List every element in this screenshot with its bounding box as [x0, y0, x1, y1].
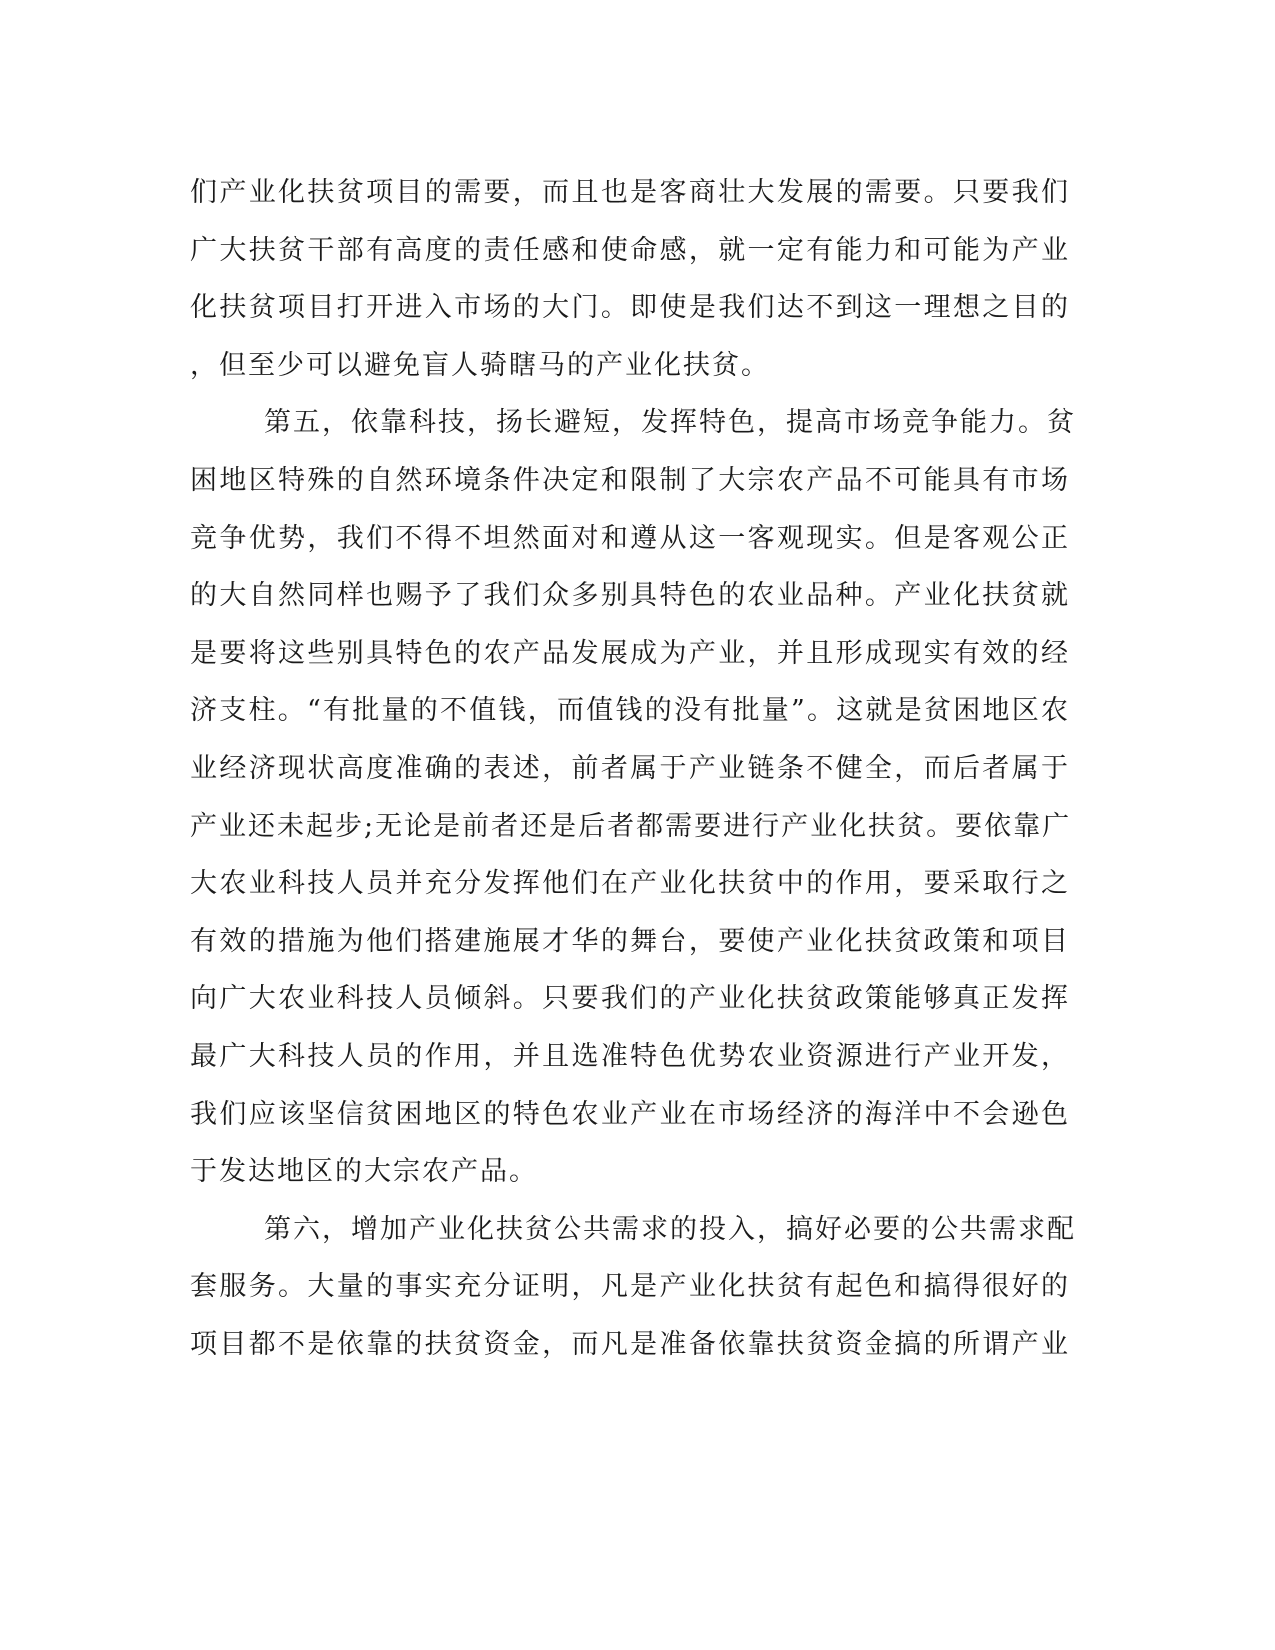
text-line: 大农业科技人员并充分发挥他们在产业化扶贫中的作用，要采取行之: [190, 868, 1070, 900]
text-line: ，但至少可以避免盲人骑瞎马的产业化扶贫。: [190, 349, 770, 381]
text-line: 于发达地区的大宗农产品。: [190, 1156, 538, 1188]
text-line: 第六，增加产业化扶贫公共需求的投入，搞好必要的公共需求配: [264, 1213, 1076, 1245]
text-line: 产业还未起步;无论是前者还是后者都需要进行产业化扶贫。要依靠广: [190, 810, 1072, 842]
text-line: 第五，依靠科技，扬长避短，发挥特色，提高市场竞争能力。贫: [264, 407, 1076, 439]
text-line: 的大自然同样也赐予了我们众多别具特色的农业品种。产业化扶贫就: [190, 580, 1070, 612]
text-line: 向广大农业科技人员倾斜。只要我们的产业化扶贫政策能够真正发挥: [190, 983, 1070, 1015]
text-line: 我们应该坚信贫困地区的特色农业产业在市场经济的海洋中不会逊色: [190, 1098, 1070, 1130]
text-line: 是要将这些别具特色的农产品发展成为产业，并且形成现实有效的经: [190, 637, 1070, 669]
text-line: 项目都不是依靠的扶贫资金，而凡是准备依靠扶贫资金搞的所谓产业: [190, 1328, 1070, 1360]
text-line: 们产业化扶贫项目的需要，而且也是客商壮大发展的需要。只要我们: [190, 177, 1070, 208]
text-line: 困地区特殊的自然环境条件决定和限制了大宗农产品不可能具有市场: [190, 464, 1070, 496]
text-line: 最广大科技人员的作用，并且选准特色优势农业资源进行产业开发，: [190, 1040, 1070, 1072]
text-line: 套服务。大量的事实充分证明，凡是产业化扶贫有起色和搞得很好的: [190, 1271, 1070, 1303]
body-text: [190, 164, 1076, 1373]
text-line: 广大扶贫干部有高度的责任感和使命感，就一定有能力和可能为产业: [190, 234, 1070, 266]
text-line: 竞争优势，我们不得不坦然面对和遵从这一客观现实。但是客观公正: [190, 522, 1070, 554]
text-line: 济支柱。“有批量的不值钱，而值钱的没有批量”。这就是贫困地区农: [190, 695, 1070, 727]
text-line: 化扶贫项目打开进入市场的大门。即使是我们达不到这一理想之目的: [190, 292, 1070, 324]
text-line: 业经济现状高度准确的表述，前者属于产业链条不健全，而后者属于: [190, 752, 1070, 784]
text-line: 有效的措施为他们搭建施展才华的舞台，要使产业化扶贫政策和项目: [190, 925, 1070, 957]
